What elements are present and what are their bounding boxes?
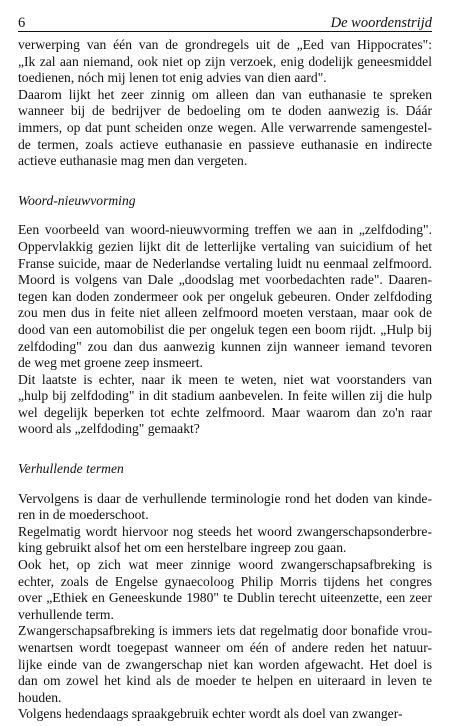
text-line: zou men dus in feite niet alleen zelfmoord moeten verstaan, maar ook de xyxy=(18,305,432,321)
page-number: 6 xyxy=(18,15,26,31)
paragraph xyxy=(18,706,432,723)
header-rule xyxy=(18,31,432,32)
paragraph xyxy=(18,222,432,371)
text-line: wel degelijk beperken tot echte zelfmoord. Maar waarom dan zo'n raar xyxy=(18,404,432,420)
page-body xyxy=(18,37,432,723)
text-line: zelfdoding" zou dan dus aanwezig kunnen zijn wanneer iemand tevoren xyxy=(18,338,432,354)
text-line: Franse suicide, maar de Nederlandse vertaling luidt nu eenmaal zelfmoord. xyxy=(18,255,432,271)
text-line: immers, op dat punt scheiden onze wegen. Alle verwarrende samengestel- xyxy=(18,119,432,135)
text-line: tegen kan doden zondermeer ook per ongeluk gebeuren. Onder zelfdoding xyxy=(18,288,432,304)
section-title: Verhullende termen xyxy=(18,461,124,477)
text-line: actieve euthanasie mag men dan vergeten. xyxy=(18,153,248,169)
text-line: Ook het, op zich wat meer zinnige woord zwangerschapsafbreking is xyxy=(18,557,432,573)
text-line: dood van een automobilist die per ongeluk tegen een boom rijdt. „Hulp bij xyxy=(18,321,432,337)
section-title: Woord-nieuwvorming xyxy=(18,192,136,208)
text-line: Oppervlakkig gezien lijkt dit de letterlijke vertaling van suicidium of het xyxy=(18,238,432,254)
paragraph xyxy=(18,524,432,557)
text-line: de weg met groene zeep insmeert. xyxy=(18,355,203,371)
text-line: ren in de moederschoot. xyxy=(18,507,149,523)
running-header xyxy=(18,8,432,32)
text-line: wanneer bij de bedrijver de bedoeling om te doden aanwezig is. Dáár xyxy=(18,103,432,119)
text-line: Regelmatig wordt hiervoor nog steeds het woord zwangerschapsonderbre- xyxy=(18,523,432,539)
text-line: lijke einde van de zwangerschap niet kan worden afgewacht. Het doel is xyxy=(18,656,432,672)
text-line: king gebruikt alsof het om een herstelbare ingreep zou gaan. xyxy=(18,540,347,556)
text-line: Vervolgens is daar de verhullende terminologie rond het doden van kinde- xyxy=(18,490,432,506)
text-line: toedienen, nóch mij lenen tot enig advies van dien aard". xyxy=(18,70,327,86)
text-line: Daarom lijkt het zeer zinnig om alleen dan van euthanasie te spreken xyxy=(18,86,432,102)
text-line: Een voorbeeld van woord-nieuwvorming treffen we aan in „zelfdoding". xyxy=(18,222,432,238)
text-line: „Ik zal aan niemand, ook niet op zijn verzoek, enig dodelijk geneesmiddel xyxy=(18,53,432,69)
text-line: de termen, zoals actieve euthanasie en passieve euthanasie en indirecte xyxy=(18,136,432,152)
text-line: „hulp bij zelfdoding" in dit stadium aanbevelen. In feite willen zij die hulp xyxy=(18,388,432,404)
text-line: over „Ethiek en Geneeskunde 1980" te Dublin terecht uiteenzette, een zeer xyxy=(18,590,432,606)
text-line: dan om zowel het kind als de moeder te helpen en uiteraard in leven te xyxy=(18,673,432,689)
text-line: Volgens hedendaags spraakgebruik echter wordt als doel van zwanger- xyxy=(18,706,403,722)
paragraph xyxy=(18,557,432,623)
text-line: Moord is volgens van Dale „doodslag met voorbedachten rade". Daaren- xyxy=(18,272,432,288)
paragraph xyxy=(18,37,432,87)
text-line: houden. xyxy=(18,689,62,705)
text-line: verwerping van één van de grondregels uit de „Eed van Hippocrates": xyxy=(18,37,432,52)
text-line: woord als „zelfdoding" gemaakt? xyxy=(18,421,200,437)
text-line: Zwangerschapsafbreking is immers iets dat regelmatig door bonafide vrou- xyxy=(18,623,432,639)
text-line: echter, zoals de Engelse gynaecoloog Philip Morris tijdens het congres xyxy=(18,573,432,589)
paragraph xyxy=(18,491,432,524)
paragraph xyxy=(18,87,432,170)
text-line: wenartsen wordt toegepast wanneer om één of andere reden het natuur- xyxy=(18,640,432,655)
text-line: verhullende term. xyxy=(18,606,114,622)
paragraph xyxy=(18,372,432,438)
text-line: Dit laatste is echter, naar ik meen te weten, niet wat voorstanders van xyxy=(18,371,432,387)
running-title: De woordenstrijd xyxy=(330,15,432,31)
paragraph xyxy=(18,623,432,706)
